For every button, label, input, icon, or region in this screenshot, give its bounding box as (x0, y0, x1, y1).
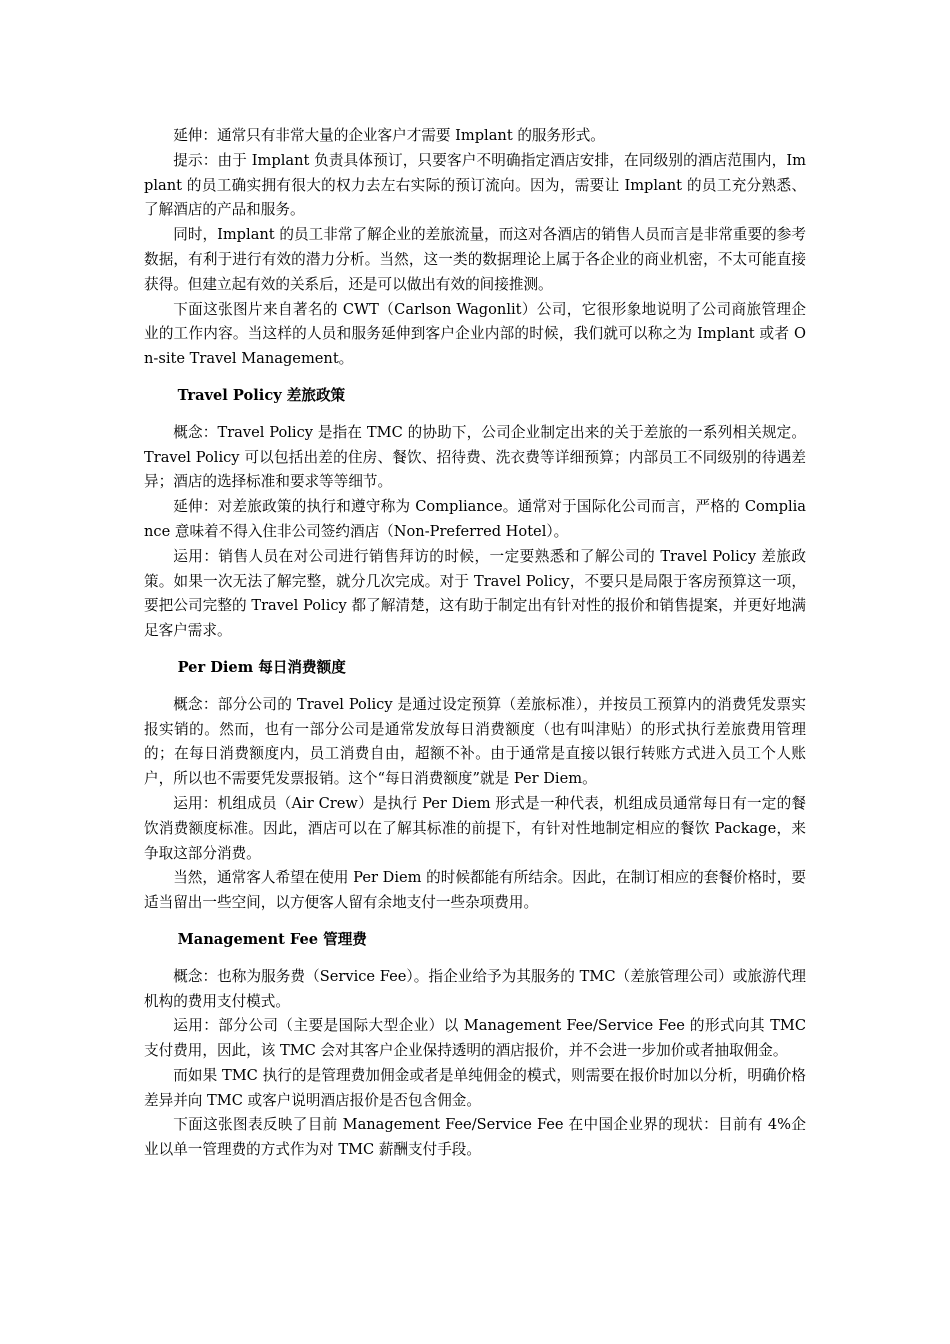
travel-policy-concept: 概念：Travel Policy 是指在 TMC 的协助下，公司企业制定出来的关于差旅的一系列相关规定。Travel Policy 可以包括出差的住房、餐饮、招待费、洗衣费等详细预算；内部员工不同级别的待遇差异；酒店的选择标准和要求等等细节。 (144, 423, 806, 491)
management-fee-commission: 而如果 TMC 执行的是管理费加佣金或者是单纯佣金的模式，则需要在报价时加以分析，明确价格差异并向 TMC 或客户说明酒店报价是否包含佣金。 (144, 1066, 806, 1109)
travel-policy-usage: 运用：销售人员在对公司进行销售拜访的时候，一定要熟悉和了解公司的 Travel Policy 差旅政策。如果一次无法了解完整，就分几次完成。对于 Travel Policy，不要只是局限于客房预算这一项，要把公司完整的 Travel Policy 都了解清楚，这有助于制定出有针对性的报价和销售提案，并更好地满足客户需求。 (144, 547, 806, 640)
intro-paragraph-implant-data: 同时，Implant 的员工非常了解企业的差旅流量，而这对各酒店的销售人员而言是非常重要的参考数据，有利于进行有效的潜力分析。当然，这一类的数据理论上属于各企业的商业机密，不太可能直接获得。但建立起有效的关系后，还是可以做出有效的间接推测。 (144, 226, 806, 293)
section-heading-management-fee: Management Fee 管理费 (177, 930, 367, 948)
per-diem-concept: 概念：部分公司的 Travel Policy 是通过设定预算（差旅标准），并按员工预算内的消费凭发票实报实销的。然而，也有一部分公司是通常发放每日消费额度（也有叫津贴）的形式执行差旅费用管理的；在每日消费额度内，员工消费自由，超额不补。由于通常是直接以银行转账方式进入员工个人账户，所以也不需要凭发票报销。这个“每日消费额度”就是 Per Diem。 (144, 695, 806, 788)
intro-paragraph-cwt: 下面这张图片来自著名的 CWT（Carlson Wagonlit）公司，它很形象地说明了公司商旅管理企业的工作内容。当这样的人员和服务延伸到客户企业内部的时候，我们就可以称之为 Implant 或者 On-site Travel Management。 (144, 300, 806, 368)
per-diem-usage: 运用：机组成员（Air Crew）是执行 Per Diem 形式是一种代表，机组成员通常每日有一定的餐饮消费额度标准。因此，酒店可以在了解其标准的前提下，有针对性地制定相应的餐饮 Package，来争取这部分消费。 (144, 794, 806, 862)
section-heading-per-diem: Per Diem 每日消费额度 (177, 658, 346, 676)
per-diem-note: 当然，通常客人希望在使用 Per Diem 的时候都能有所结余。因此，在制订相应的套餐价格时，要适当留出一些空间，以方便客人留有余地支付一些杂项费用。 (144, 869, 806, 912)
travel-policy-extension: 延伸：对差旅政策的执行和遵守称为 Compliance。通常对于国际化公司而言，严格的 Compliance 意味着不得入住非公司签约酒店（Non-Preferred Hotel）。 (144, 498, 806, 540)
management-fee-chart-intro: 下面这张图表反映了目前 Management Fee/Service Fee 在中国企业界的现状：目前有 4%企业以单一管理费的方式作为对 TMC 薪酬支付手段。 (144, 1116, 806, 1159)
management-fee-concept: 概念：也称为服务费（Service Fee）。指企业给予为其服务的 TMC（差旅管理公司）或旅游代理机构的费用支付模式。 (144, 967, 806, 1010)
document-page (144, 124, 806, 1163)
management-fee-usage: 运用：部分公司（主要是国际大型企业）以 Management Fee/Service Fee 的形式向其 TMC 支付费用，因此，该 TMC 会对其客户企业保持透明的酒店报价，并不会进一步加价或者抽取佣金。 (144, 1017, 806, 1060)
section-heading-travel-policy: Travel Policy 差旅政策 (177, 386, 346, 404)
intro-paragraph-extension: 延伸：通常只有非常大量的企业客户才需要 Implant 的服务形式。 (173, 127, 605, 144)
intro-paragraph-tip: 提示：由于 Implant 负责具体预订，只要客户不明确指定酒店安排，在同级别的酒店范围内，Implant 的员工确实拥有很大的权力去左右实际的预订流向。因为，需要让 Implant 的员工充分熟悉、了解酒店的产品和服务。 (144, 151, 806, 219)
